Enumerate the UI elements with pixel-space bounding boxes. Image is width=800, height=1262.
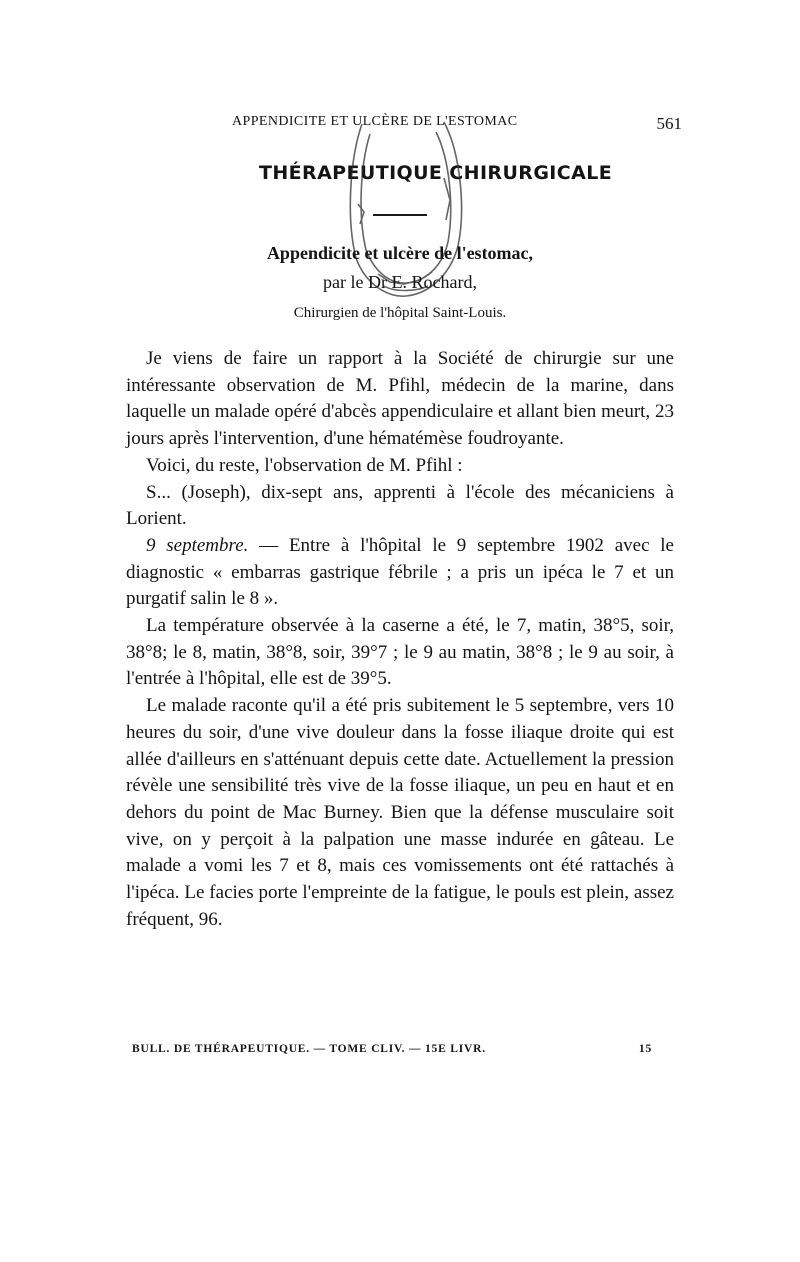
- article-author: par le Dr E. Rochard,: [323, 272, 477, 292]
- body-text: [126, 346, 674, 933]
- article-title: Appendicite et ulcère de l'estomac,: [266, 243, 534, 263]
- author-role: Chirurgien de l'hôpital Saint-Louis.: [293, 305, 507, 321]
- paragraph-admission: [126, 533, 674, 613]
- paragraph-history: Le malade raconte qu'il a été pris subitement le 5 septembre, vers 10 heures du soir, d'une vive douleur dans la fosse iliaque droite qui est allée d'ailleurs en s'atténuant depuis cette date. Actuellement la pression révèle une sensibilité très vive de la fosse iliaque, un peu en haut et en dehors du point de Mac Burney. Bien que la défense musculaire soit vive, on y perçoit à la palpation une masse indurée en gâteau. Le malade a vomi les 7 et 8, mais ces vomissements ont été rattachés à l'ipéca. Le facies porte l'empreinte de la fatigue, le pouls est plein, assez fréquent, 96.: [126, 695, 674, 930]
- paragraph-intro: Je viens de faire un rapport à la Société de chirurgie sur une intéressante observation de M. Pfihl, médecin de la marine, dans laquelle un malade opéré d'abcès appendiculaire et allant bien meurt, 23 jours après l'intervention, d'une hématémèse foudroyante.: [126, 348, 674, 450]
- section-title: THÉRAPEUTIQUE CHIRURGICALE: [259, 162, 613, 184]
- running-head-title: APPENDICITE ET ULCÈRE DE L'ESTOMAC: [232, 114, 518, 129]
- paragraph-patient: S... (Joseph), dix-sept ans, apprenti à l'école des mécaniciens à Lorient.: [126, 481, 674, 530]
- footer: [132, 1043, 652, 1063]
- paragraph-observation-intro: Voici, du reste, l'observation de M. Pfihl :: [146, 454, 463, 476]
- footer-signature: 15: [638, 1043, 652, 1055]
- footer-journal: BULL. DE THÉRAPEUTIQUE. — TOME CLIV. — 15E LIVR.: [132, 1043, 486, 1055]
- admission-text: — Entre à l'hôpital le 9 septembre 1902 avec le diagnostic « embarras gastrique fébrile ; a pris un ipéca le 7 et un purgatif salin le 8 ».: [126, 534, 674, 610]
- paragraph-temperature: La température observée à la caserne a été, le 7, matin, 38°5, soir, 38°8; le 8, matin, 38°8, soir, 39°7 ; le 9 au matin, 38°8 ; le 9 au soir, à l'entrée à l'hôpital, elle est de 39°5.: [126, 615, 674, 690]
- page-number: 561: [656, 114, 682, 133]
- admission-date: 9 septembre.: [146, 534, 249, 556]
